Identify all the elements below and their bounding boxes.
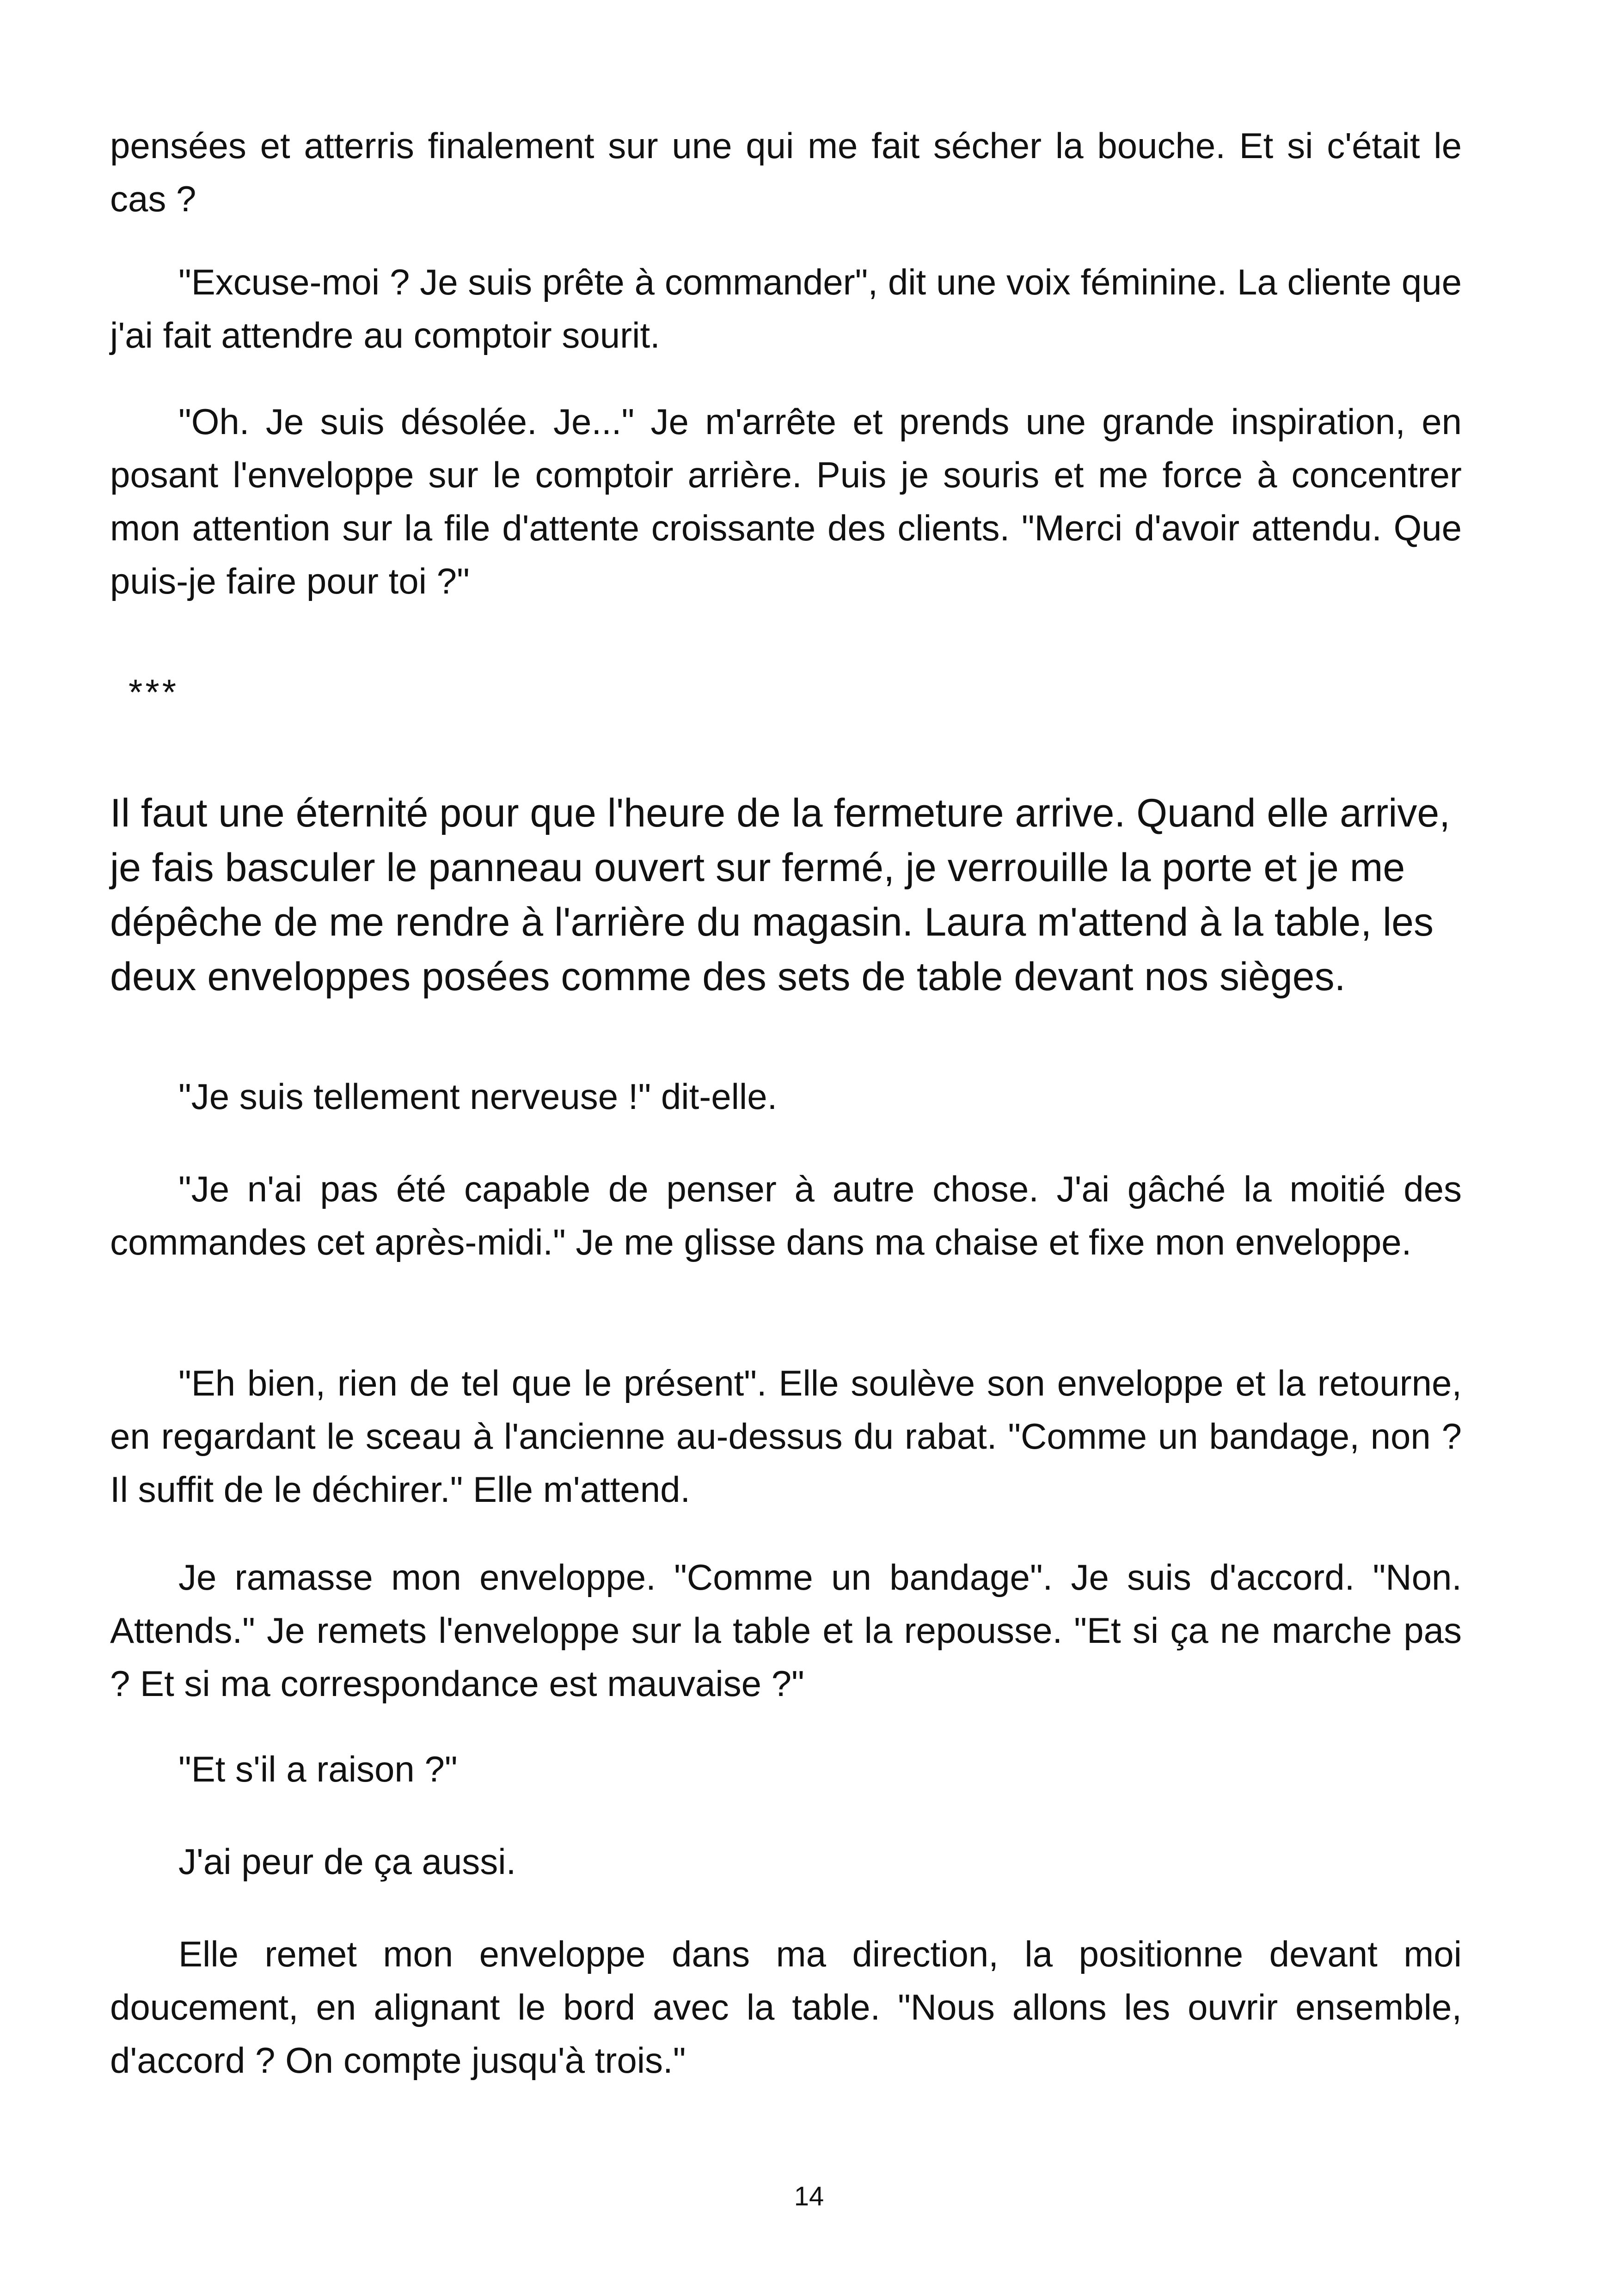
paragraph-il-a-raison: "Et s'il a raison ?" bbox=[178, 1749, 458, 1789]
paragraph-excuse-moi: "Excuse-moi ? Je suis prête à commander", dit une voix féminine. La cliente que j'ai fait attendre au comptoir sourit. bbox=[110, 262, 1462, 355]
paragraph-rien-de-tel: "Eh bien, rien de tel que le présent". Elle soulève son enveloppe et la retourne, en regardant le sceau à l'ancienne au-dessus du rabat. "Comme un bandage, non ? Il suffit de le déchirer." Elle m'attend. bbox=[110, 1363, 1462, 1510]
paragraph-penser-autre-chose: "Je n'ai pas été capable de penser à autre chose. J'ai gâché la moitié des commandes cet après-midi." Je me glisse dans ma chaise et fixe mon enveloppe. bbox=[110, 1169, 1462, 1262]
paragraph-nerveuse: "Je suis tellement nerveuse !" dit-elle. bbox=[178, 1076, 778, 1117]
scene-separator: *** bbox=[129, 672, 179, 712]
paragraph-continuation: pensées et atterris finalement sur une qui me fait sécher la bouche. Et si c'était le cas ? bbox=[110, 125, 1462, 219]
paragraph-remet-enveloppe: Elle remet mon enveloppe dans ma direction, la positionne devant moi doucement, en alignant le bord avec la table. "Nous allons les ouvrir ensemble, d'accord ? On compte jusqu'à trois." bbox=[110, 1934, 1462, 2081]
paragraph-peur-aussi: J'ai peur de ça aussi. bbox=[178, 1841, 516, 1882]
paragraph-ramasse-enveloppe: Je ramasse mon enveloppe. "Comme un bandage". Je suis d'accord. "Non. Attends." Je remets l'enveloppe sur la table et la repousse. "Et si ça ne marche pas ? Et si ma correspondance est mauvaise ?" bbox=[110, 1557, 1462, 1704]
page-number: 14 bbox=[794, 2181, 824, 2211]
paragraph-fermeture: Il faut une éternité pour que l'heure de la fermeture arrive. Quand elle arrive, je fais basculer le panneau ouvert sur fermé, je verrouille la porte et je me dépêche de me rendre à l'arrière du magasin. Laura m'attend à la table, les deux enveloppes posées comme des sets de table devant nos sièges. bbox=[110, 791, 1451, 999]
paragraph-oh-je-suis-desolee: "Oh. Je suis désolée. Je..." Je m'arrête et prends une grande inspiration, en posant l'enveloppe sur le comptoir arrière. Puis je souris et me force à concentrer mon attention sur la file d'attente croissante des clients. "Merci d'avoir attendu. Que puis-je faire pour toi ?" bbox=[110, 401, 1462, 601]
